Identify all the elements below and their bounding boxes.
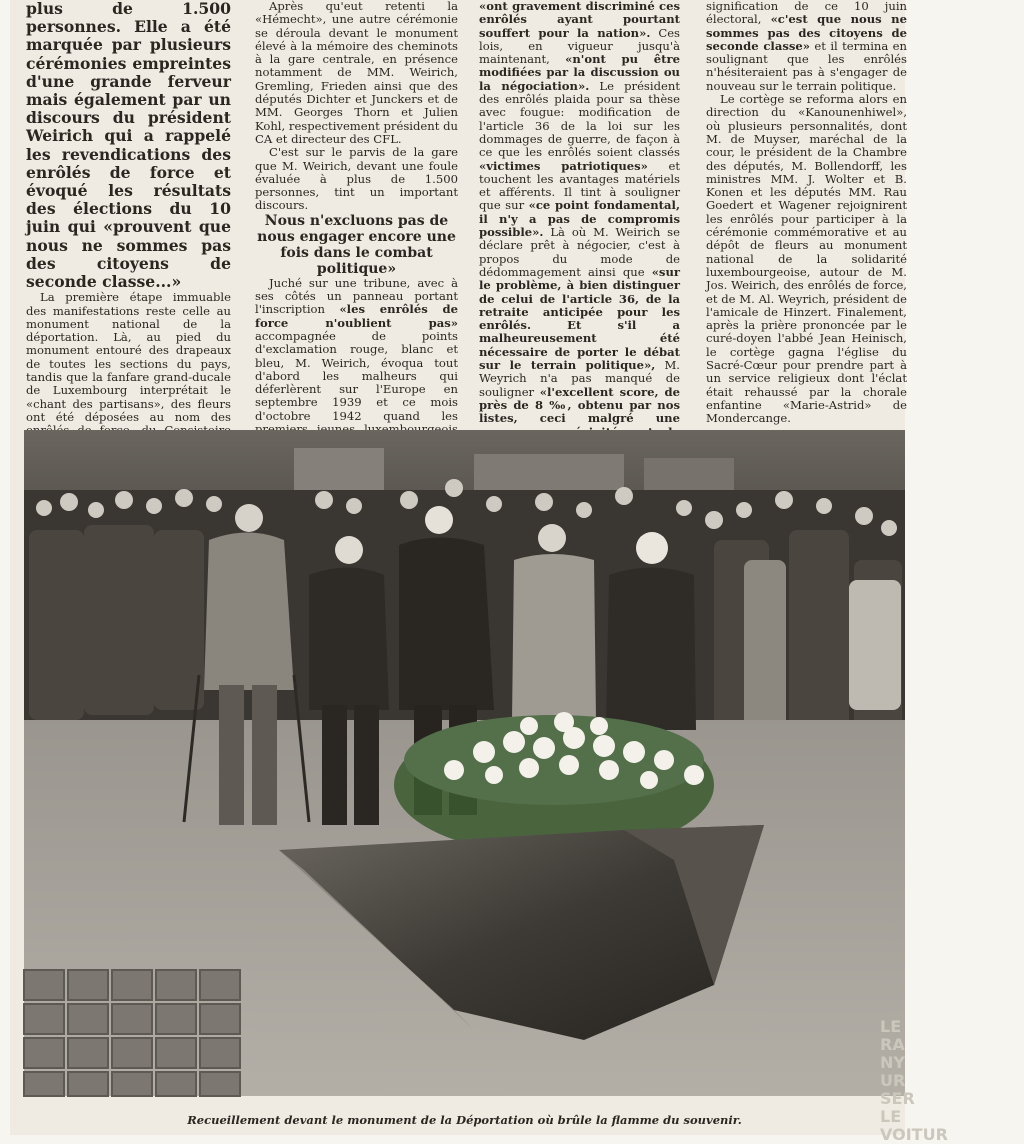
- article-lead: plus de 1.500 personnes. Elle a été marquée par plusieurs cérémonies empreintes d'une grande ferveur mais également par un discours du président Weirich qui a rappelé les revendications des enrôlés de force et évoqué les résultats des élections du 10 juin qui «prouvent que nous ne sommes pas des citoyens de seconde classe...»: [26, 0, 231, 292]
- article-paragraph: La première étape immuable des manifestations reste celle au monument national de la déportation. Là, au pied du monument entouré des drapeaux de toutes les sections du pays, tandis que la fanfare grand-ducale de Luxembourg interprétait le «chant des partisans», des fleurs ont été déposées au nom des: [26, 290, 231, 424]
- article-column-2: [255, 0, 458, 423]
- article-column-3: [479, 0, 680, 426]
- article-paragraph: «ont gravement discriminé ces enrôlés ayant pourtant souffert pour la nation». Ces lois, en vigueur jusqu'à maintenant, «n'ont pu être modifiées par la discussion ou la négociation». Le président des enrôlés plaida pour sa thèse avec fougue: modification de l'article 36 de la loi sur les dommages de guerre, de façon à ce que les enrôlés soient classés «victimes patriotiques» et touchent les avantages matériels et afférents. Il tint à souligner que sur «ce point fondamental, il n'y a pas de compromis possible». Là où M. Weirich se déclare prêt à négocier, c'est à propos du mode de dédommagement ainsi que «sur le problème, à bien distinguer de celui de l'article 36, de la retraite anticipée pour les enrôlés. Et s'il a malheureusement été nécessaire de porter le débat sur le terrain politique», M. Weyrich n'a pas manqué de souligner «l'excellent score, de près de 8 ‰, obtenu par nos listes, ceci malgré une: [479, 0, 680, 426]
- article-paragraph: Juché sur une tribune, avec à ses côtés un panneau portant l'inscription «les enrôlés de force n'oublient pas» accompagnée de points d'exclamation rouge, blanc et bleu, M. Weirich, évoqua tout d'abord les malheurs qui déferlèrent sur l'Europe en septembre 1939 et ce mois d'octobre 1942 quand les: [255, 275, 458, 423]
- article-column-4: [706, 0, 908, 426]
- photo-illustration: [24, 430, 905, 1096]
- article-subheading: Nous n'excluons pas de nous engager encore une fois dans le combat politique»: [257, 212, 456, 277]
- ceremony-photo: [24, 430, 905, 1096]
- article-column-1: [26, 0, 231, 424]
- bleed-through-text: LE RA NY UR SER LE VOITUR: [880, 1017, 948, 1144]
- photo-caption: Recueillement devant le monument de la Déportation où brûle la flamme du souvenir.: [187, 1113, 742, 1127]
- article-paragraph: signification de ce 10 juin électoral, «c'est que nous ne sommes pas des citoyens de seconde classe» et il termina en soulignant que les enrôlés n'hésiteraient pas à s'engager de nouveau sur le terrain politique.: [706, 0, 908, 93]
- article-paragraph: C'est sur le parvis de la gare que M. Weirich, devant une foule évaluée à plus de 1.500 personnes, tint un important discours.: [255, 145, 458, 213]
- article-paragraph: Après qu'eut retenti la «Hémecht», une autre cérémonie se déroula devant le monument élevé à la mémoire des cheminots à la gare centrale, en présence notamment de MM. Weirich, Gremling, Frieden ainsi que des députés Dichter et Junckers et de MM. Georges Thorn et Julien Kohl, respectivement président du CA et directeur des CFL.: [255, 0, 458, 146]
- article-paragraph: Le cortège se reforma alors en direction du «Kanounenhiwel», où plusieurs personnalités, dont M. de Muyser, maréchal de la cour, le président de la Chambre des députés, M. Bollendorff, les ministres MM. J. Wolter et B. Konen et les députés MM. Rau Goedert et Wagener rejoignirent les enrôlés pour participer à la cérémonie commémorative et au dépôt de fleurs au monument national de la solidarité luxembourgeoise, autour de M. Jos. Weirich, des enrôlés de force, et de M. Al. Weyrich, président de l'amicale de Hinzert. Finalement, après la prière prononcée par le curé-doyen l'abbé Jean Heinisch, le cortège gagna l'église du Sacré-Cœur pour prendre part à un service religieux dont l'éclat était rehaussé par la chorale enfantine «Marie-Astrid» de Mondercange.: [706, 92, 907, 426]
